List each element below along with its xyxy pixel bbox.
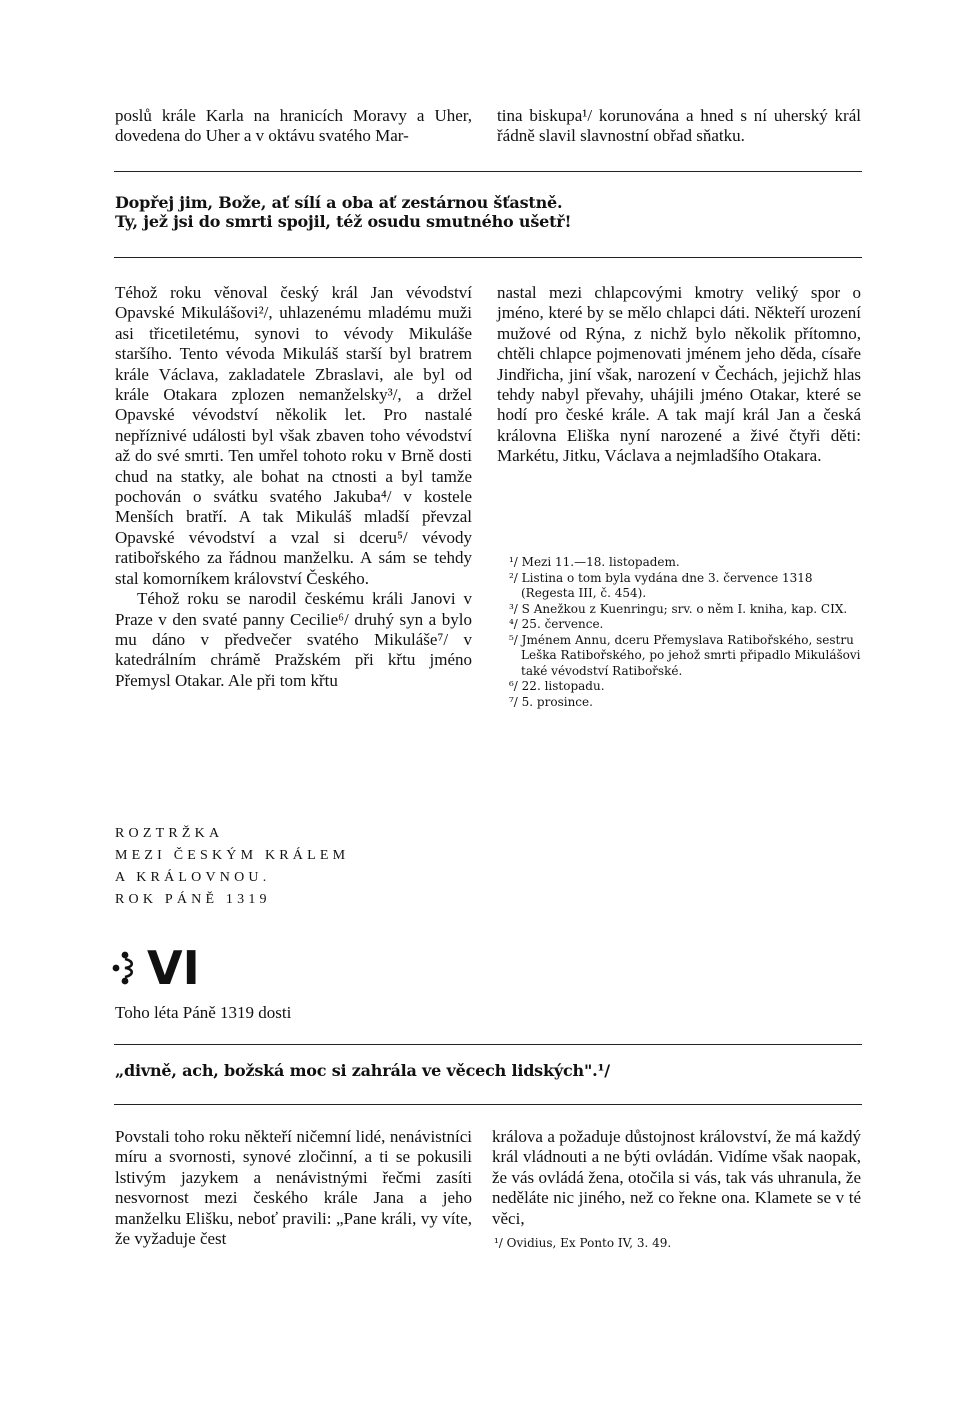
verse-block	[115, 193, 815, 231]
top-right-paragraph: tina biskupa¹/ korunována a hned s ní uherský král řádně slavil slavnostní obřad sňatku.	[497, 106, 861, 146]
paragraph: králova a požaduje důstojnost království, že má každý král vládnouti a ne býti ovládán. Vidíme však naopak, že vás ovládá žena, otočila si vás, tak vás uhranula, že neděláte nic jiného, než co řekne ona. Klamete se v té věci,	[492, 1127, 861, 1228]
paragraph: nastal mezi chlapcovými kmotry veliký spor o jméno, které by se mělo chlapci dáti. Někteří urození mužové od Rýna, z nichž bylo několik přítomno, chtěli chlapce pojmenovati jménem jeho děda, císaře Jindřicha, jiní však, narození v Čechách, jejichž hlas tehdy nabyl převahy, uhájili jméno Otakar, které se hodí pro české krále. A tak mají král Jan a česká královna Eliška nyní narozené a živé čtyři děti: Markétu, Jitku, Václava a nejmladšího Otakara.	[497, 283, 861, 466]
bottom-right-column	[492, 1127, 861, 1229]
footnote: ⁶/ 22. listopadu.	[509, 679, 605, 693]
verse-line: Ty, jež jsi do smrti spojil, též osudu smutného ušetř!	[115, 212, 572, 231]
middle-right-column	[497, 283, 861, 467]
footnote: ⁷/ 5. prosince.	[509, 694, 593, 709]
footnote: ⁵/ Jménem Annu, dceru Přemyslava Ratibořského, sestru Leška Ratibořského, po jehož smrti připadlo Mikulášovi také vévodství Ratibořské.	[509, 632, 861, 678]
verse-line: Dopřej jim, Bože, ať sílí a oba ať zestárnou šťastně.	[115, 193, 563, 212]
footnote: ²/ Listina o tom byla vydána dne 3. července 1318 (Regesta III, č. 454).	[509, 570, 813, 600]
divider-rule	[114, 257, 862, 258]
paragraph: Téhož roku věnoval český král Jan vévodství Opavské Mikulášovi²/, uhlazenému mladému muži asi třicetiletému, synovi to vévody Mikuláše staršího. Tento vévoda Mikuláš starší byl bratrem krále Václava, zakladatele Zbraslavi, ale byl od krále Otakara zplozen nemanželsky³/, a držel Opavské vévodství několik let. Pro nastalé nepříznivé události byl však zbaven toho vévodství až do své smrti. Ten umřel tohoto roku v Brně dosti chud na statky, ale bohat na ctnosti a byl tamže pochován o svátku svatého Jakuba⁴/ v kostele Menších bratří. A tak Mikuláš mladší převzal Opavské vévodství a vzal si dceru⁵/ vévody ratibořského za řádnou manželku. A sám se tehdy stal komorníkem království Českého.	[115, 283, 472, 588]
footnote: ³/ S Anežkou z Kuenringu; srv. o něm I. kniha, kap. CIX.	[509, 601, 848, 616]
heading-line: ROZTRŽKA	[115, 826, 224, 841]
chapter-number: VI	[147, 941, 200, 995]
heading-line: A KRÁLOVNOU.	[115, 870, 271, 885]
chapter-intro: Toho léta Páně 1319 dosti	[115, 1003, 292, 1022]
divider-rule	[114, 1044, 862, 1045]
paragraph: Téhož roku se narodil českému králi Janovi v Praze v den svaté panny Cecilie⁶/ druhý syn a bylo mu dáno v předvečer svatého Mikuláše⁷/ v katedrálním chrámě Pražském při křtu jméno Přemysl Otakar. Ale při tom křtu	[115, 589, 472, 690]
footnote: ¹/ Ovidius, Ex Ponto IV, 3. 49.	[494, 1236, 672, 1250]
chapter-ornament-icon	[112, 950, 138, 986]
footnote: ¹/ Mezi 11.—18. listopadem.	[509, 555, 680, 569]
middle-left-column	[115, 283, 472, 691]
footnotes	[509, 555, 861, 710]
verse-line: „divně, ach, božská moc si zahrála ve věcech lidských".¹/	[115, 1061, 610, 1080]
heading-line: ROK PÁNĚ 1319	[115, 892, 271, 907]
heading-line: MEZI ČESKÝM KRÁLEM	[115, 848, 350, 863]
bottom-left-paragraph: Povstali toho roku někteří ničemní lidé, nenávistníci míru a svornosti, synové zločinní, a ti se pokusili lstivým jazykem a nenávistnými řečmi zasíti nesvornost mezi českého krále Jana a jeho manželku Elišku, neboť pravili: „Pane králi, vy víte, že vyžaduje čest	[115, 1127, 472, 1249]
chapter-heading	[115, 823, 349, 911]
divider-rule	[114, 171, 862, 172]
divider-rule	[114, 1104, 862, 1105]
footnote: ⁴/ 25. července.	[509, 617, 604, 631]
top-left-paragraph: poslů krále Karla na hranicích Moravy a Uher, dovedena do Uher a v oktávu svatého Mar-	[115, 106, 472, 146]
